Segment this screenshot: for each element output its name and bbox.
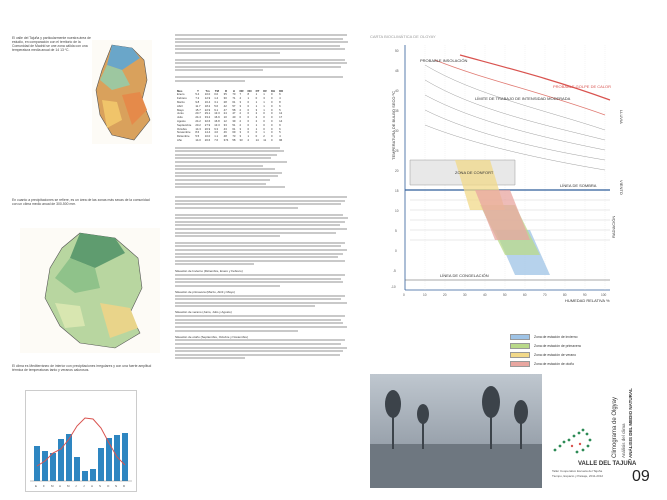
- table-cell: 11: [263, 137, 267, 142]
- y-tick: 10: [395, 209, 399, 213]
- x-tick: 60: [523, 293, 527, 297]
- table-cell: 35: [223, 92, 227, 97]
- table-cell: 6: [279, 126, 281, 131]
- table-cell: 28: [223, 99, 227, 104]
- table-cell: 48: [223, 134, 227, 139]
- credits-line-1: Taller Cooperativo Escuela del Tajuña: [552, 469, 603, 473]
- climograph-bars: [34, 433, 128, 481]
- table-cell: 0: [247, 115, 250, 120]
- table-cell: 0: [271, 130, 273, 135]
- y-tick: 0: [395, 249, 397, 253]
- section-autumn-heading: Situación de otoño (Septiembre, Octubre y Noviembre): [175, 334, 249, 339]
- climograph-bar: [42, 451, 48, 481]
- olgyay-bioclimatic-chart: [365, 40, 640, 325]
- table-cell: Febrero: [177, 96, 187, 101]
- table-cell: Junio: [177, 111, 184, 116]
- table-header-cell: DT: [255, 88, 260, 93]
- table-cell: 13.3: [214, 111, 220, 116]
- table-cell: 5: [279, 107, 281, 112]
- table-cell: 58: [232, 137, 236, 142]
- table-cell: 71: [232, 96, 236, 101]
- table-cell: 1: [247, 134, 250, 139]
- table-cell: 3: [239, 134, 242, 139]
- x-tick: 90: [583, 293, 587, 297]
- climograph-bar: [50, 453, 56, 481]
- table-row: [175, 139, 285, 143]
- table-cell: 69: [232, 130, 236, 135]
- table-cell: 16.4: [204, 99, 211, 104]
- table-cell: 4.0: [214, 130, 219, 135]
- table-cell: 6: [279, 92, 281, 97]
- table-cell: 1: [255, 99, 258, 104]
- table-cell: 4: [279, 96, 281, 101]
- table-cell: 24.2: [195, 118, 201, 123]
- table-cell: 27.9: [204, 122, 211, 127]
- table-cell: 17: [279, 115, 283, 120]
- x-tick: 50: [503, 293, 507, 297]
- vertical-title-analysis: Análisis del clima: [621, 423, 626, 458]
- y-tick: 50: [395, 49, 399, 53]
- climograph-bar: [106, 438, 112, 481]
- table-cell: 12: [223, 118, 227, 123]
- table-cell: 14: [255, 137, 259, 142]
- table-cell: 33: [223, 122, 227, 127]
- project-title: VALLE DEL TAJUÑA: [578, 461, 637, 467]
- table-cell: 14.0: [195, 137, 201, 142]
- table-cell: 24: [223, 111, 227, 116]
- table-cell: 22.9: [204, 107, 211, 112]
- x-tick: 70: [543, 293, 547, 297]
- table-cell: 51: [232, 122, 236, 127]
- table-cell: 20.2: [195, 122, 201, 127]
- table-cell: 70: [232, 92, 236, 97]
- legend-label: Zona de estación de invierno: [534, 335, 578, 339]
- table-cell: 0: [271, 118, 273, 123]
- table-cell: 3.1: [214, 99, 219, 104]
- label-rain: LLUVIA: [619, 110, 624, 124]
- climograph-month: N: [115, 484, 118, 488]
- table-cell: Abril: [177, 103, 183, 108]
- map-caption-precipitation: En cuanto a precipitaciones se refiere, es un área de las zonas más secas de la comunidad con un clima medio anual de 300-500 mm.: [12, 198, 150, 206]
- legend-item-summer: [510, 352, 576, 358]
- table-cell: 7.6: [214, 137, 219, 142]
- y-tick: 5: [395, 229, 397, 233]
- table-cell: Julio: [177, 115, 183, 120]
- climograph-bar: [58, 439, 64, 481]
- x-tick: 40: [483, 293, 487, 297]
- intro-text: [175, 34, 350, 82]
- x-tick: 20: [443, 293, 447, 297]
- table-cell: 1: [255, 103, 258, 108]
- table-cell: 20.9: [204, 126, 211, 131]
- climograph-chart: [26, 391, 136, 491]
- table-cell: 6: [279, 103, 281, 108]
- temperature-map-image: [92, 40, 152, 144]
- table-cell: 5.5: [195, 134, 200, 139]
- legend-label: Zona de estación de verano: [534, 353, 577, 357]
- table-cell: 0: [271, 107, 273, 112]
- table-cell: 40: [232, 115, 236, 120]
- table-cell: 42: [223, 103, 227, 108]
- table-cell: Mayo: [177, 107, 184, 112]
- climograph-month: D: [123, 484, 126, 488]
- table-header-cell: DN: [247, 88, 252, 93]
- heat-stroke-curve: [460, 55, 610, 100]
- climograph-month: A: [59, 484, 62, 488]
- y-tick: 20: [395, 169, 399, 173]
- table-header-cell: H: [232, 88, 235, 93]
- table-cell: 0: [271, 92, 273, 97]
- table-cell: 46: [223, 130, 227, 135]
- table-header-cell: DF: [263, 88, 268, 93]
- table-cell: 32.6: [204, 118, 211, 123]
- table-cell: 12: [279, 111, 283, 116]
- table-cell: 0: [271, 96, 273, 101]
- climograph-month: O: [107, 484, 110, 488]
- climate-table-body: [175, 93, 285, 142]
- table-cell: 0: [271, 134, 273, 139]
- table-cell: 9.1: [214, 107, 219, 112]
- y-tick: 45: [395, 69, 399, 73]
- table-cell: 47: [223, 107, 227, 112]
- table-cell: 0: [255, 130, 258, 135]
- table-cell: 30: [223, 96, 227, 101]
- table-cell: 18.2: [204, 103, 211, 108]
- table-cell: 0: [247, 103, 250, 108]
- table-cell: 8: [279, 99, 281, 104]
- table-cell: 0: [271, 103, 273, 108]
- label-insolation: PROBABLE INSOLACIÓN: [420, 58, 468, 63]
- label-wind: VIENTO: [619, 180, 624, 195]
- table-cell: 16.8: [214, 118, 220, 123]
- table-cell: 0: [271, 122, 273, 127]
- table-cell: 0: [271, 99, 273, 104]
- legend-swatch: [510, 343, 530, 349]
- table-cell: 1: [247, 96, 250, 101]
- table-header-cell: R: [224, 88, 228, 93]
- table-cell: 5.6: [214, 103, 219, 108]
- table-cell: 1: [263, 92, 265, 97]
- table-cell: 20.7: [195, 111, 201, 116]
- y-tick: 35: [395, 109, 399, 113]
- autumn-zone: [475, 190, 530, 240]
- table-cell: 0: [263, 115, 265, 120]
- table-cell: 4: [279, 134, 281, 139]
- table-cell: 61: [232, 99, 236, 104]
- climograph-bar: [122, 433, 128, 481]
- table-cell: Diciembre: [177, 134, 190, 139]
- table-cell: 24.4: [195, 115, 201, 120]
- chart-title: CARTA BIOCLIMÁTICA DE OLGYAY: [370, 34, 436, 39]
- table-cell: 1: [263, 130, 265, 135]
- y-tick: 40: [395, 89, 399, 93]
- table-cell: 15.7: [195, 107, 201, 112]
- table-cell: 0: [247, 130, 250, 135]
- table-cell: 2: [263, 134, 265, 139]
- y-tick: 30: [395, 129, 399, 133]
- table-header-cell: DH: [271, 88, 276, 93]
- table-cell: 10: [223, 115, 227, 120]
- table-cell: 96: [279, 137, 283, 142]
- y-tick: -5: [393, 269, 396, 273]
- table-cell: 8: [247, 92, 250, 97]
- section-summer: [175, 311, 350, 331]
- legend-label: Zona de estación de primavera: [534, 344, 581, 348]
- table-cell: 1: [255, 92, 258, 97]
- table-header-cell: DD: [279, 88, 284, 93]
- table-legend-text: [175, 147, 350, 189]
- table-cell: 11.7: [195, 103, 201, 108]
- table-cell: 3: [239, 103, 242, 108]
- table-cell: 14.4: [204, 130, 211, 135]
- table-cell: 2: [255, 111, 258, 116]
- table-cell: 2: [239, 118, 242, 123]
- legend-item-autumn: [510, 361, 574, 367]
- table-cell: 3: [239, 99, 242, 104]
- table-cell: 1: [263, 99, 265, 104]
- x-tick: 0: [403, 293, 405, 297]
- x-tick: 80: [563, 293, 567, 297]
- x-tick: 10: [423, 293, 427, 297]
- precipitation-map: [20, 228, 160, 353]
- x-tick: 100: [601, 293, 607, 297]
- table-cell: 47: [232, 111, 236, 116]
- climograph-month: M: [67, 484, 70, 488]
- table-header-cell: Mes: [177, 88, 183, 93]
- table-cell: 20.6: [204, 137, 211, 142]
- table-cell: 0: [247, 99, 250, 104]
- legend-swatch: [510, 352, 530, 358]
- legend-label: Zona de estación de otoño: [534, 362, 575, 366]
- table-cell: 0: [263, 118, 265, 123]
- y-axis-label: TEMPERATURA DE BULBO SECO ºC: [391, 91, 396, 160]
- table-cell: Octubre: [177, 126, 187, 131]
- table-cell: 5: [279, 130, 281, 135]
- label-shadow-line: LÍNEA DE SOMBRA: [560, 183, 597, 188]
- body-text-1: [175, 196, 350, 265]
- table-cell: 57: [232, 103, 236, 108]
- section-summer-heading: Situación de verano (Junio, Julio y Agosto): [175, 310, 232, 315]
- section-spring-heading: Situación de primavera (Marzo, Abril y Mayo): [175, 289, 235, 294]
- table-cell: 13.3: [214, 122, 220, 127]
- section-autumn: [175, 336, 350, 360]
- climograph-bar: [82, 471, 88, 481]
- climograph-bar: [114, 435, 120, 481]
- table-cell: 43: [223, 126, 227, 131]
- table-cell: Noviembre: [177, 130, 191, 135]
- valley-logo: [550, 420, 595, 460]
- legend-swatch: [510, 361, 530, 367]
- label-freezing-line: LÍNEA DE CONGELACIÓN: [440, 273, 489, 278]
- table-cell: 14.3: [195, 126, 201, 131]
- y-tick: 15: [395, 189, 399, 193]
- table-header-cell: DR: [239, 88, 244, 93]
- map-caption-temperature: El valle del Tajuña y particularmente nuestra área de estudio, en comparación con el territorio de la Comunidad de Madrid se une zona cálida con una temperatura media anual de 14 13 ºC.: [12, 36, 91, 52]
- table-cell: 33.2: [204, 115, 211, 120]
- table-cell: 0: [247, 126, 250, 131]
- section-spring: [175, 291, 350, 308]
- credits-line-2: Tiempo, Espacio y Paisaje, 2011-2012: [552, 474, 604, 478]
- table-cell: 9.3: [214, 126, 219, 131]
- table-cell: 1: [263, 107, 265, 112]
- table-cell: 0: [271, 126, 273, 131]
- y-tick: 25: [395, 149, 399, 153]
- section-winter-heading: Situación de Invierno (Diciembre, Enero y Febrero): [175, 269, 243, 274]
- table-cell: 10.0: [204, 92, 211, 97]
- table-cell: 29.1: [204, 111, 211, 116]
- table-cell: Enero: [177, 92, 185, 97]
- climograph-month: J: [75, 484, 77, 488]
- table-cell: Agosto: [177, 118, 186, 123]
- table-cell: 5.4: [195, 92, 200, 97]
- vertical-title-section: ANÁLISIS DEL MEDIO NATURAL: [628, 388, 633, 458]
- table-cell: 2: [239, 122, 242, 127]
- table-cell: 2: [247, 137, 250, 142]
- table-cell: 8.6: [195, 130, 200, 135]
- table-cell: 58: [232, 107, 236, 112]
- label-radiation: RADIACIÓN: [611, 215, 616, 238]
- climograph-month: J: [83, 484, 85, 488]
- section-winter: [175, 270, 350, 287]
- landscape-photo: [370, 374, 542, 488]
- table-cell: 1: [255, 126, 258, 131]
- climograph-bar: [90, 469, 96, 481]
- table-cell: 1: [255, 122, 258, 127]
- table-cell: 0: [247, 107, 250, 112]
- table-cell: 9: [279, 122, 281, 127]
- x-tick: 30: [463, 293, 467, 297]
- table-cell: 0: [263, 122, 265, 127]
- table-cell: 61: [232, 126, 236, 131]
- table-header-cell: Tm: [205, 88, 210, 93]
- label-work-limit: LÍMITE DE TRABAJO DE INTENSIDAD MODERADA: [475, 96, 571, 101]
- middle-column: [175, 34, 350, 361]
- table-header-cell: T: [197, 88, 199, 93]
- climograph-bar: [98, 448, 104, 481]
- table-cell: 3: [255, 107, 258, 112]
- table-cell: 0.0: [214, 92, 219, 97]
- table-cell: 2: [255, 115, 258, 120]
- table-cell: 0: [247, 111, 250, 116]
- x-axis-label: HUMEDAD RELATIVA %: [565, 298, 610, 303]
- table-cell: 3: [263, 96, 265, 101]
- table-cell: 0: [263, 111, 265, 116]
- climograph-month: F: [43, 484, 45, 488]
- table-cell: 2: [239, 111, 242, 116]
- table-cell: 0: [239, 115, 242, 120]
- climate-caption: El clima es Mediterráneo de interior con precipitaciones irregulares y con una fuerte amplitud térmica de temperaturas tanto y veranos calurosos.: [12, 364, 152, 372]
- temperature-map: [92, 40, 152, 144]
- table-cell: 12.9: [204, 96, 211, 101]
- table-cell: 1.4: [214, 96, 219, 101]
- table-cell: 374: [223, 137, 229, 142]
- table-cell: 16.9: [214, 115, 220, 120]
- y-tick: -10: [391, 285, 396, 289]
- table-cell: 2: [255, 118, 258, 123]
- landscape-photo-image: [370, 374, 542, 488]
- table-cell: 1.1: [214, 134, 219, 139]
- vertical-title-climogram: Climograma de Olgyay: [612, 396, 618, 458]
- precipitation-map-image: [20, 228, 160, 353]
- legend-swatch: [510, 334, 530, 340]
- table-cell: Septiembre: [177, 122, 192, 127]
- table-cell: 73: [232, 134, 236, 139]
- table-cell: 0: [263, 126, 265, 131]
- table-cell: 7.2: [195, 96, 200, 101]
- table-header-cell: TM: [214, 88, 219, 93]
- table-cell: Año: [177, 137, 182, 142]
- table-cell: 4: [239, 96, 242, 101]
- page-number: 09: [632, 468, 650, 485]
- table-cell: 0: [271, 111, 273, 116]
- legend-item-winter: [510, 334, 578, 340]
- climograph-month: E: [35, 484, 38, 488]
- climograph-month: A: [91, 484, 94, 488]
- label-comfort-zone: ZONA DE CONFORT: [455, 170, 494, 175]
- table-cell: 0: [271, 137, 273, 142]
- table-cell: 2: [239, 107, 242, 112]
- climograph-bar: [34, 446, 40, 481]
- table-cell: 39: [232, 118, 236, 123]
- table-cell: 1: [263, 103, 265, 108]
- table-cell: Marzo: [177, 99, 185, 104]
- climograph: [25, 390, 137, 492]
- table-cell: 3: [239, 130, 242, 135]
- table-cell: 33: [239, 137, 243, 142]
- table-cell: 0: [255, 134, 258, 139]
- table-cell: 10.0: [204, 134, 211, 139]
- climograph-month: S: [99, 484, 102, 488]
- table-cell: 14: [279, 118, 283, 123]
- climograph-month: M: [51, 484, 54, 488]
- table-cell: 0: [271, 115, 273, 120]
- table-cell: 0: [247, 118, 250, 123]
- climate-data-table: [175, 90, 285, 143]
- table-cell: 9.8: [195, 99, 200, 104]
- table-cell: 3: [239, 126, 242, 131]
- climograph-bar: [74, 457, 80, 481]
- table-cell: 0: [255, 96, 258, 101]
- table-cell: 0: [247, 122, 250, 127]
- table-cell: 7: [239, 92, 242, 97]
- label-heat-stroke: PROBABLE GOLPE DE CALOR: [553, 84, 612, 89]
- legend-item-spring: [510, 343, 581, 349]
